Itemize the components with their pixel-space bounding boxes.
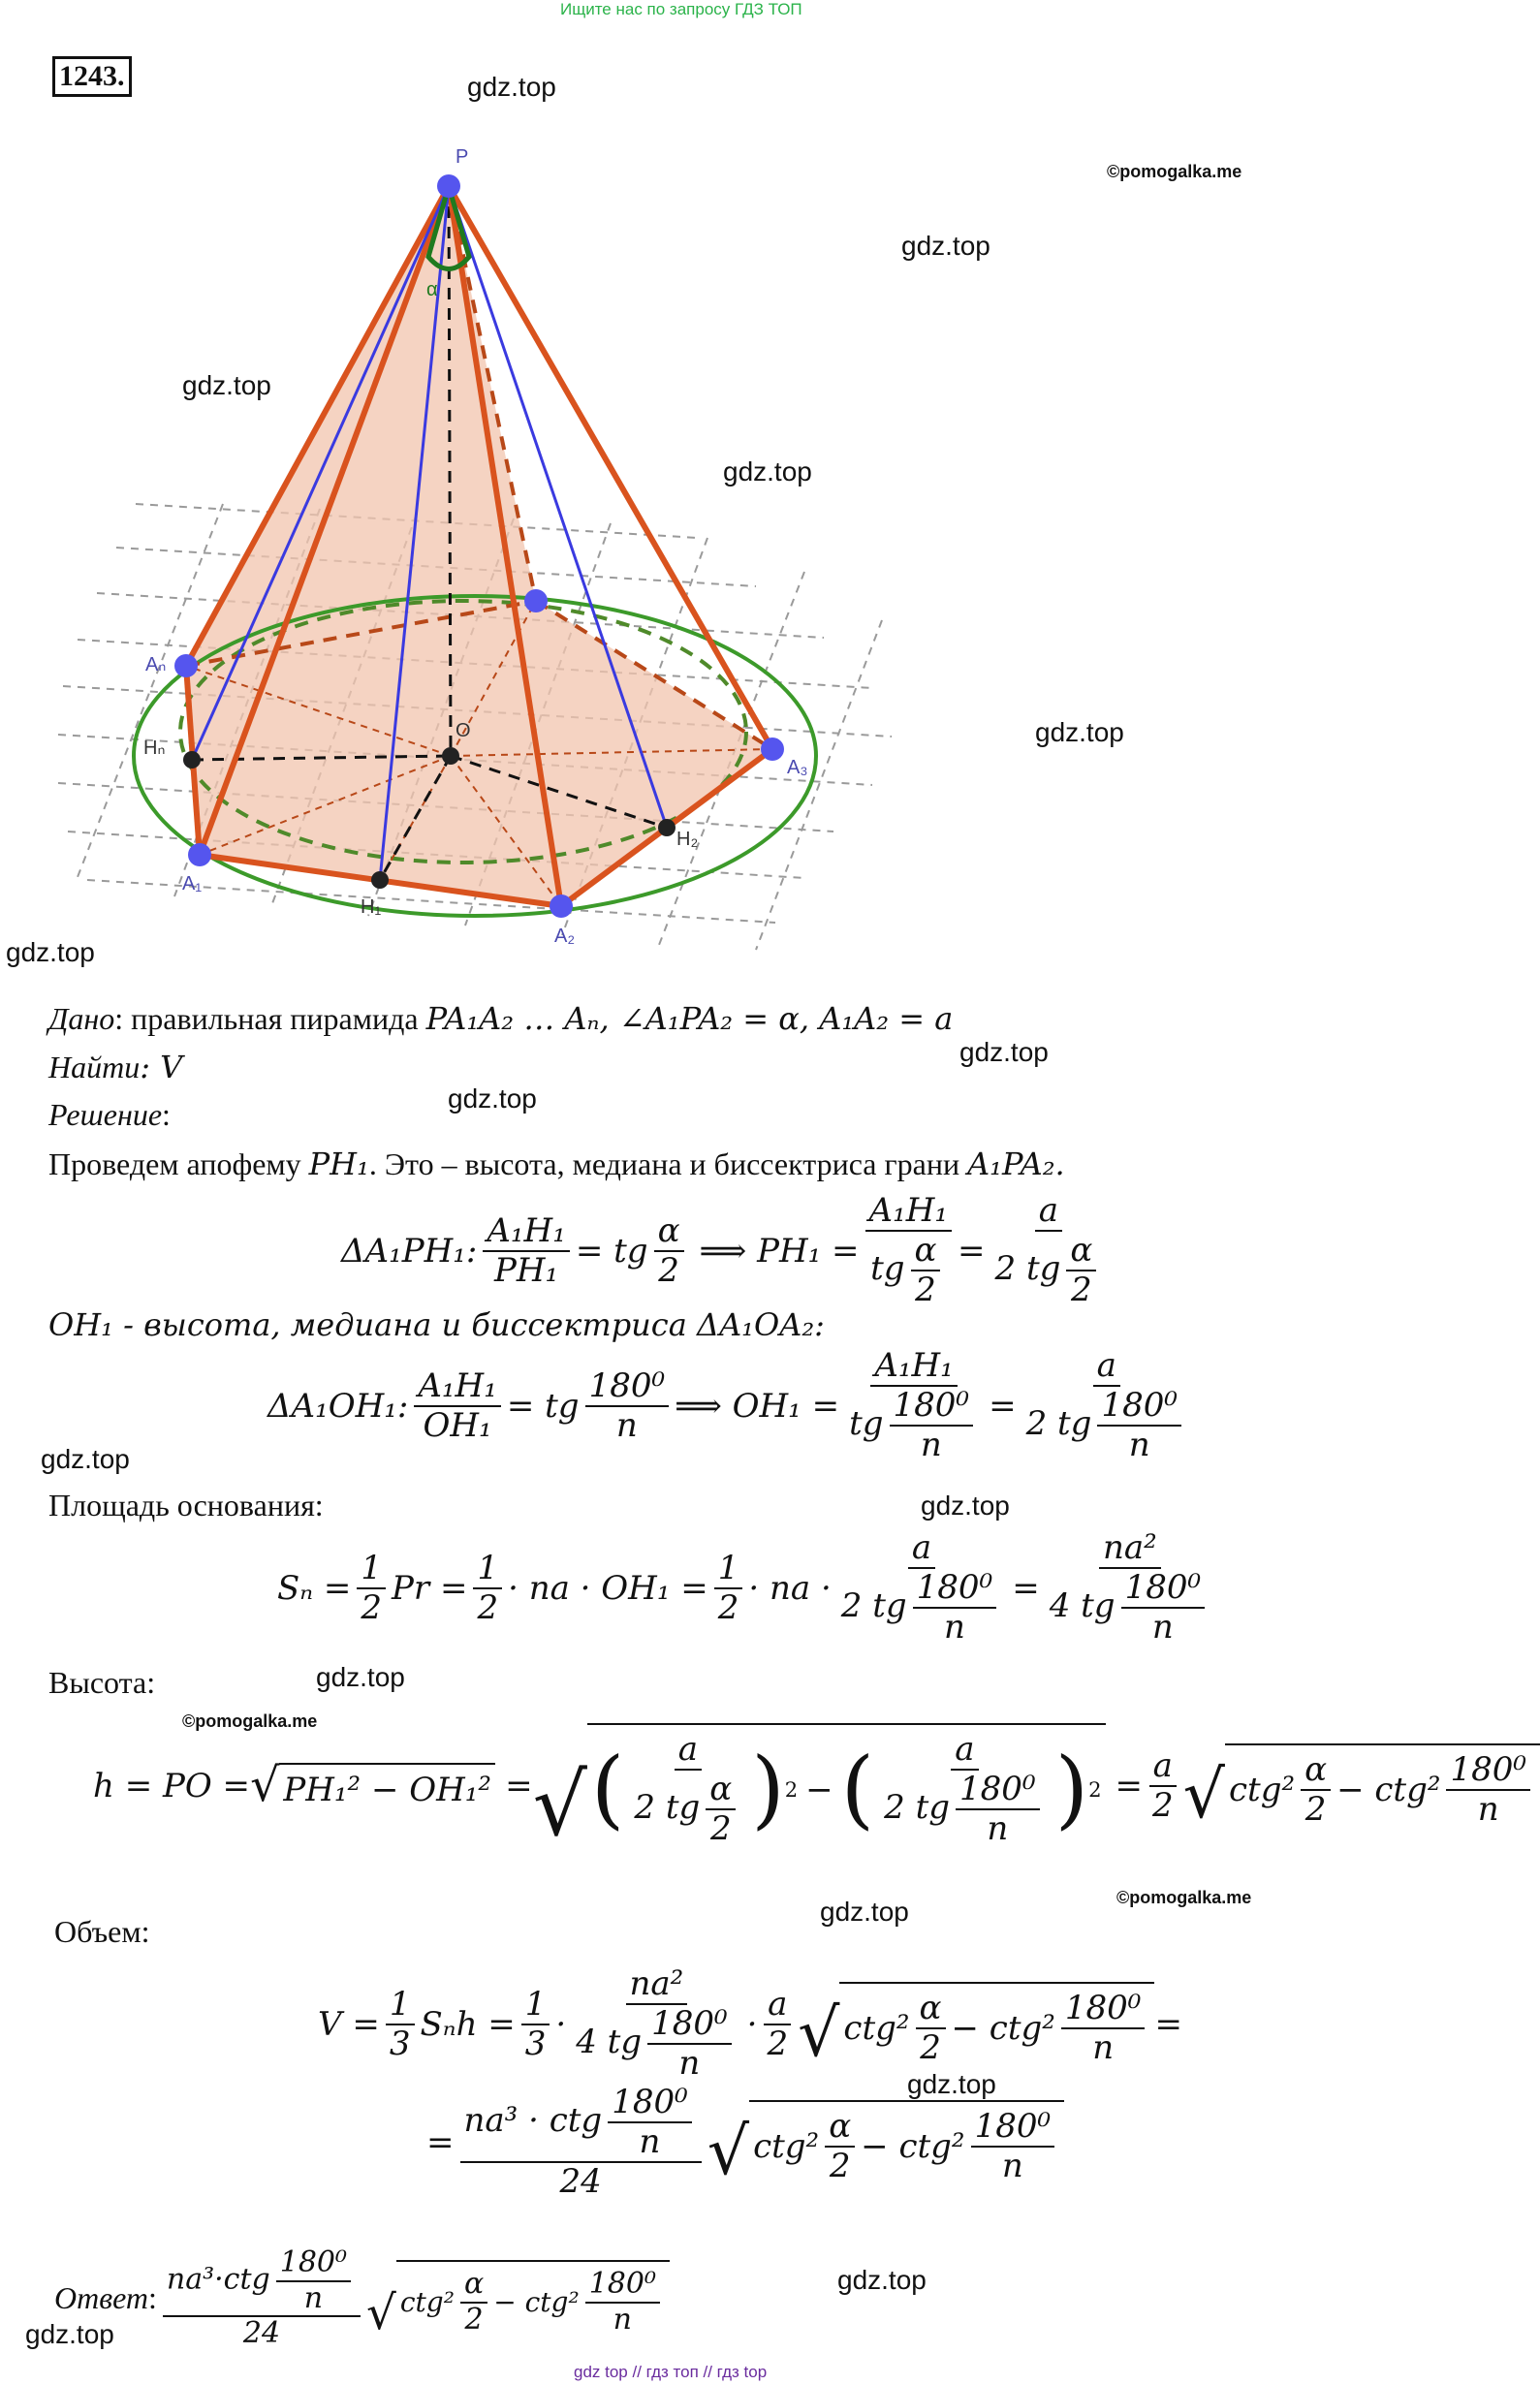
- sqrt: √ ( a 2 tg $\frac{\alpha}{2}$ ) 2 − ( a 2 tg $\frac{\text{180⁰}}{n}$ ) 2: [533, 1723, 1106, 1848]
- fraction: a 2: [763, 1986, 792, 2063]
- point-Hn: [183, 751, 201, 769]
- point-H2: [658, 819, 676, 836]
- watermark: gdz.top: [820, 1897, 909, 1927]
- watermark: gdz.top: [41, 1444, 130, 1474]
- watermark-pomogalka: ©pomogalka.me: [1107, 162, 1242, 181]
- fraction: a 2 tg $\frac{\text{180⁰}}{n}$: [837, 1529, 1006, 1647]
- given-text: : правильная пирамида: [114, 1001, 426, 1036]
- given-label: Дано: [48, 1001, 115, 1036]
- formula-base-area: [277, 1529, 1220, 1647]
- watermark: gdz.top: [723, 456, 812, 486]
- label-A3: A₃: [787, 757, 808, 778]
- sqrt: √ PH₁² − OH₁²: [250, 1763, 495, 1809]
- sqrt: √ ctg² α 2 − ctg² 180⁰ n: [707, 2100, 1064, 2185]
- f5-lhs: V =: [318, 2004, 380, 2044]
- label-H1: H₁: [361, 896, 382, 918]
- fraction: $\frac{\text{A₁H₁}}{\text{OH₁}}$: [414, 1367, 500, 1445]
- formula-apothem: [341, 1192, 1112, 1309]
- fraction: A₁H₁ tg $\frac{\text{180⁰}}{n}$: [845, 1347, 983, 1464]
- f1-arrow: ⟹ PH₁ =: [699, 1231, 860, 1271]
- fraction: a 2 tg $\frac{\text{180⁰}}{n}$: [1022, 1347, 1191, 1464]
- fraction: A₁H₁ tg $\frac{\alpha}{2}$: [865, 1192, 952, 1309]
- pyramid-figure: [0, 0, 1357, 969]
- f1-lead: ΔA₁PH₁:: [341, 1231, 478, 1271]
- answer-label: Ответ: [54, 2280, 148, 2316]
- given-pyramid: PA₁A₂ … Aₙ: [425, 1000, 600, 1037]
- f3-p2: · na · OH₁ =: [508, 1568, 708, 1608]
- fraction: na³ · ctg $\frac{\text{180⁰}}{n}$ 24: [460, 2084, 702, 2201]
- watermark: gdz.top: [959, 1037, 1049, 1067]
- point-H1: [371, 871, 389, 889]
- f3-eq: =: [1012, 1568, 1040, 1608]
- point-A2: [550, 894, 573, 918]
- point-A1: [188, 843, 211, 866]
- sqrt: √ ctg² α 2 − ctg² 180⁰ n: [1183, 1743, 1540, 1829]
- watermark: gdz.top: [448, 1083, 537, 1114]
- f1-eq2: =: [958, 1231, 986, 1271]
- watermark: gdz.top: [6, 937, 95, 967]
- watermark: gdz.top: [467, 72, 556, 102]
- find-label: Найти: [48, 1050, 141, 1084]
- label-A1: A₁: [182, 873, 203, 894]
- fraction: na² 4 tg $\frac{\text{180⁰}}{n}$: [1046, 1529, 1214, 1647]
- fraction: $\frac{1}{2}$: [357, 1550, 386, 1627]
- solution-colon: :: [162, 1097, 171, 1132]
- f5-p1: Sₙh =: [420, 2004, 516, 2044]
- formula-oh1: [267, 1347, 1197, 1464]
- base-area-title: Площадь основания:: [48, 1488, 324, 1522]
- formula-volume: V = $\frac{1}{3}$ Sₙh = $\frac{1}{3}$ · na² 4 tg $\frac{\text{180⁰}}{n}$ · a 2 √ ctg² α 2 − ctg² 180⁰ n =: [318, 1964, 1182, 2084]
- f2-eq: = tg: [506, 1386, 580, 1426]
- fraction: na² 4 tg $\frac{\text{180⁰}}{n}$: [572, 1965, 740, 2083]
- f2-lead: ΔA₁OH₁:: [267, 1386, 409, 1426]
- step1-face: A₁PA₂.: [967, 1145, 1065, 1182]
- label-P: P: [456, 146, 469, 168]
- formula-height: [93, 1723, 1540, 1855]
- answer-line: [54, 2246, 670, 2351]
- step2-line: [48, 1306, 825, 1343]
- answer-formula: na³·ctg $\frac{\text{180⁰}}{n}$ 24 √ ctg² α 2 − ctg² 180⁰ n: [157, 2246, 670, 2351]
- sqrt: √ ctg² α 2 − ctg² 180⁰ n: [798, 1982, 1154, 2067]
- solution-line: [48, 1097, 171, 1133]
- answer-colon: :: [148, 2280, 157, 2316]
- find-line: [48, 1049, 182, 1085]
- f4-eq2: =: [1115, 1766, 1143, 1805]
- fraction: α 2: [654, 1212, 684, 1290]
- fraction: $\frac{1}{2}$: [473, 1550, 502, 1627]
- footer-note: gdz top // гдз топ // гдз top: [574, 2363, 768, 2381]
- volume-title: Объем:: [54, 1914, 150, 1949]
- label-Hn: Hₙ: [143, 737, 166, 759]
- f1-eq: = tg: [575, 1231, 648, 1271]
- fraction: $\frac{\text{A₁H₁}}{\text{PH₁}}$: [483, 1212, 569, 1290]
- step2-var: OH₁: [48, 1306, 113, 1343]
- header-note: Ищите нас по запросу ГДЗ ТОП: [560, 0, 802, 18]
- fraction: $\frac{1}{3}$: [386, 1986, 415, 2063]
- watermark-pomogalka: ©pomogalka.me: [182, 1711, 318, 1731]
- f2-arrow: ⟹ OH₁ =: [675, 1386, 840, 1426]
- watermark-pomogalka: ©pomogalka.me: [1116, 1888, 1252, 1907]
- watermark: gdz.top: [907, 2069, 996, 2099]
- label-O: O: [456, 720, 471, 741]
- watermark: gdz.top: [901, 231, 990, 261]
- given-condition: , ∠A₁PA₂ = α, A₁A₂ = a: [599, 1000, 954, 1037]
- fraction: $\frac{1}{3}$: [521, 1986, 550, 2063]
- step1-text-b: . Это – высота, медиана и биссектриса грани: [368, 1146, 968, 1181]
- f6-eq: =: [426, 2122, 455, 2162]
- watermark: gdz.top: [25, 2319, 114, 2349]
- given-line: [48, 1000, 953, 1037]
- f4-eq: =: [505, 1766, 533, 1805]
- watermark: gdz.top: [316, 1662, 405, 1692]
- solution-label: Решение: [48, 1097, 163, 1132]
- label-An: Aₙ: [145, 654, 167, 675]
- fraction: $\frac{1}{2}$: [714, 1550, 743, 1627]
- point-A3: [761, 737, 784, 761]
- f2-eq2: =: [989, 1386, 1017, 1426]
- label-A2: A₂: [554, 926, 576, 947]
- step1-text-a: Проведем апофему: [48, 1146, 309, 1181]
- point-O: [442, 747, 459, 765]
- problem-number: 1243.: [52, 56, 132, 97]
- fraction: $\frac{a}{2}$: [1148, 1747, 1178, 1825]
- watermark: gdz.top: [182, 370, 271, 400]
- f3-p3: · na ·: [748, 1568, 832, 1608]
- label-alpha: α: [426, 279, 438, 300]
- watermark: gdz.top: [921, 1491, 1010, 1521]
- label-H2: H₂: [676, 829, 699, 850]
- step1-var: PH₁: [308, 1145, 369, 1182]
- step2-text: - высота, медиана и биссектриса ΔA₁OA₂:: [112, 1306, 825, 1343]
- height-title: Высота:: [48, 1665, 156, 1700]
- watermark: gdz.top: [1035, 717, 1124, 747]
- step1-line: [48, 1145, 1065, 1182]
- f3-lhs: Sₙ =: [277, 1568, 352, 1608]
- fraction: a 2 tg $\frac{\alpha}{2}$: [991, 1192, 1107, 1309]
- find-text: : V: [140, 1049, 183, 1085]
- fraction: 180⁰ n: [585, 1367, 670, 1445]
- f4-lhs: h = PO =: [93, 1766, 251, 1805]
- f5-eq: =: [1154, 2004, 1182, 2044]
- point-An: [174, 654, 198, 677]
- pyramid-face: [186, 186, 772, 906]
- watermark: gdz.top: [837, 2265, 927, 2295]
- point-top: [524, 589, 548, 612]
- point-P: [437, 174, 460, 198]
- f3-p1: Pr =: [392, 1568, 468, 1608]
- formula-volume-result: [426, 2084, 1064, 2201]
